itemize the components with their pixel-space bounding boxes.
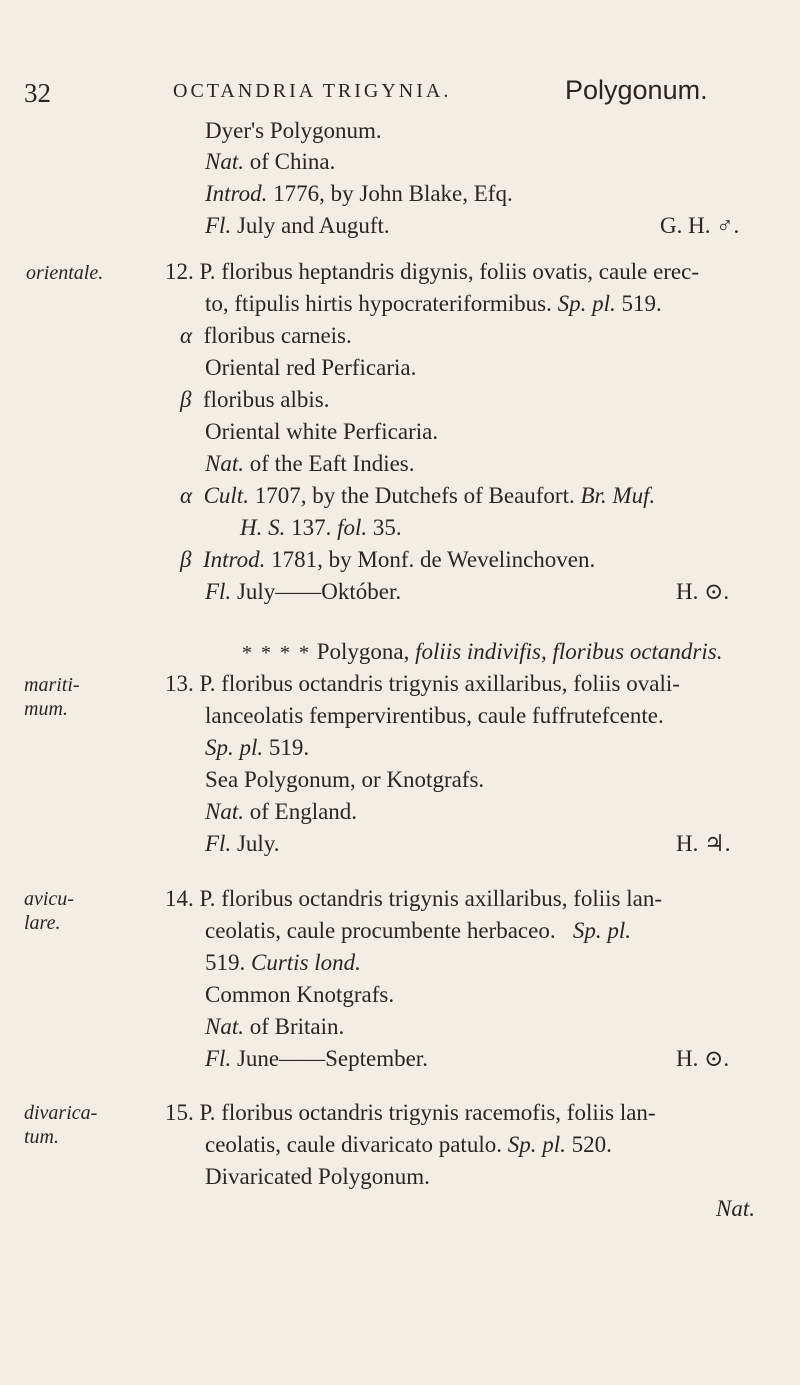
stars-marker: * * * *: [242, 642, 311, 664]
entry12-alpha-name: Oriental red Perficaria.: [205, 355, 417, 380]
description-line2: ceolatis, caule divaricato patulo.: [205, 1132, 502, 1157]
nat-text: of Britain.: [249, 1014, 345, 1039]
entry12-beta: [180, 386, 329, 414]
entry13-common-name: Sea Polygonum, or Knotgrafs.: [205, 767, 485, 792]
running-title: OCTANDRIA TRIGYNIA.: [173, 80, 452, 102]
entry12-description: [165, 258, 699, 286]
ref-label: Sp. pl.: [507, 1132, 566, 1157]
entry14-description-cont: [205, 917, 631, 945]
entry13-side-name-2: mum.: [24, 698, 68, 720]
ref-label: Sp. pl.: [205, 735, 264, 760]
entry13-description: [165, 670, 680, 698]
entry13-side-name-1: mariti-: [24, 674, 80, 696]
description-line1: P. floribus octandris trigynis axillaribus, foliis ovali-: [199, 671, 680, 696]
fl-text: July——Október.: [236, 579, 402, 604]
entry14-side-name-2: lare.: [24, 912, 61, 934]
ref-page: 519.: [205, 950, 246, 975]
entry14-flowering: [205, 1045, 428, 1073]
hs-num: 137.: [291, 515, 332, 540]
fl-text: June——September.: [236, 1046, 428, 1071]
nat-text: of the Eaft Indies.: [249, 451, 415, 476]
entry12-description-cont: [205, 290, 662, 318]
entry11-flowering: [205, 212, 390, 240]
genus-heading: Polygonum.: [565, 75, 708, 105]
entry14-nat: [205, 1013, 344, 1041]
description-line1: P. floribus octandris trigynis racemofis, foliis lan-: [199, 1100, 656, 1125]
nat-label: Nat.: [205, 799, 244, 824]
entry13-habitat: H. ♃.: [676, 831, 731, 856]
fl-text: July.: [236, 831, 280, 856]
entry15-side-name-1: divarica-: [24, 1102, 98, 1124]
introd-marker: β: [180, 547, 192, 572]
catchword: Nat.: [716, 1196, 755, 1221]
ref-label: Sp. pl.: [557, 291, 616, 316]
ref-page: 519.: [621, 291, 662, 316]
entry14-description: [165, 885, 662, 913]
fl-text: July and Auguft.: [236, 213, 390, 238]
entry15-side-name-2: tum.: [24, 1126, 59, 1148]
ref-page: 519.: [268, 735, 310, 760]
entry12-hortus-ref: [240, 514, 402, 542]
introd-label: Introd.: [205, 181, 268, 206]
alpha-marker: α: [180, 323, 193, 348]
entry13-description-cont: lanceolatis fempervirentibus, caule fuffrutefcente.: [205, 703, 664, 728]
fl-label: Fl.: [205, 579, 232, 604]
alpha-desc: floribus carneis.: [203, 323, 352, 348]
section-heading: [242, 638, 722, 667]
entry15-description-cont: [205, 1131, 612, 1159]
nat-label: Nat.: [205, 149, 244, 174]
nat-text: of England.: [249, 799, 358, 824]
hs-ref: H. S.: [240, 515, 286, 540]
fol-label: fol.: [337, 515, 368, 540]
cult-ref: Br. Muf.: [580, 483, 656, 508]
entry-number: 13.: [165, 671, 194, 696]
beta-marker: β: [180, 387, 192, 412]
section-title-plain: Polygona,: [316, 639, 410, 664]
entry11-introd: [205, 180, 513, 208]
entry14-side-name-1: avicu-: [24, 888, 74, 910]
nat-text: of China.: [249, 149, 336, 174]
description-line1: P. floribus heptandris digynis, foliis ovatis, caule erec-: [199, 259, 700, 284]
entry13-ref: [205, 734, 309, 762]
entry-number: 12.: [165, 259, 194, 284]
description-line1: P. floribus octandris trigynis axillaribus, foliis lan-: [199, 886, 663, 911]
entry14-common-name: Common Knotgrafs.: [205, 982, 395, 1007]
entry-number: 14.: [165, 886, 194, 911]
fl-label: Fl.: [205, 213, 232, 238]
entry13-flowering: [205, 830, 280, 858]
ref-label: Sp. pl.: [572, 918, 631, 943]
entry14-habitat: H. ⊙.: [676, 1046, 730, 1071]
fol-num: 35.: [372, 515, 402, 540]
entry12-cultivation: [180, 482, 655, 510]
entry12-nat: [205, 450, 415, 478]
beta-desc: floribus albis.: [202, 387, 330, 412]
introd-label: Introd.: [202, 547, 266, 572]
entry12-habitat: H. ⊙.: [676, 579, 730, 604]
entry12-introd: [180, 546, 595, 574]
entry12-side-name: orientale.: [26, 262, 104, 284]
fl-label: Fl.: [205, 831, 232, 856]
entry12-beta-name: Oriental white Perficaria.: [205, 419, 439, 444]
description-line2: to, ftipulis hirtis hypocrateriformibus.: [205, 291, 552, 316]
description-line2: ceolatis, caule procumbente herbaceo.: [205, 918, 556, 943]
entry11-name: Dyer's Polygonum.: [205, 118, 382, 143]
introd-text: 1776, by John Blake, Efq.: [273, 181, 513, 206]
entry12-flowering: [205, 578, 401, 606]
entry13-nat: [205, 798, 357, 826]
fl-label: Fl.: [205, 1046, 232, 1071]
section-title-italic: foliis indivifis, floribus octandris.: [415, 639, 723, 664]
nat-label: Nat.: [205, 1014, 244, 1039]
cult-marker: α: [180, 483, 193, 508]
cult-label: Cult.: [203, 483, 249, 508]
ref2: Curtis lond.: [251, 950, 361, 975]
page-number: 32: [24, 78, 51, 108]
introd-text: 1781, by Monf. de Wevelinchoven.: [271, 547, 596, 572]
ref-page: 520.: [571, 1132, 612, 1157]
entry14-ref: [205, 949, 361, 977]
nat-label: Nat.: [205, 451, 244, 476]
entry11-nat: [205, 148, 335, 176]
entry15-common-name: Divaricated Polygonum.: [205, 1164, 430, 1189]
entry12-alpha: [180, 322, 352, 350]
entry11-habitat: G. H. ♂.: [660, 213, 740, 238]
entry15-description: [165, 1099, 656, 1127]
cult-text: 1707, by the Dutchefs of Beaufort.: [254, 483, 575, 508]
entry-number: 15.: [165, 1100, 194, 1125]
